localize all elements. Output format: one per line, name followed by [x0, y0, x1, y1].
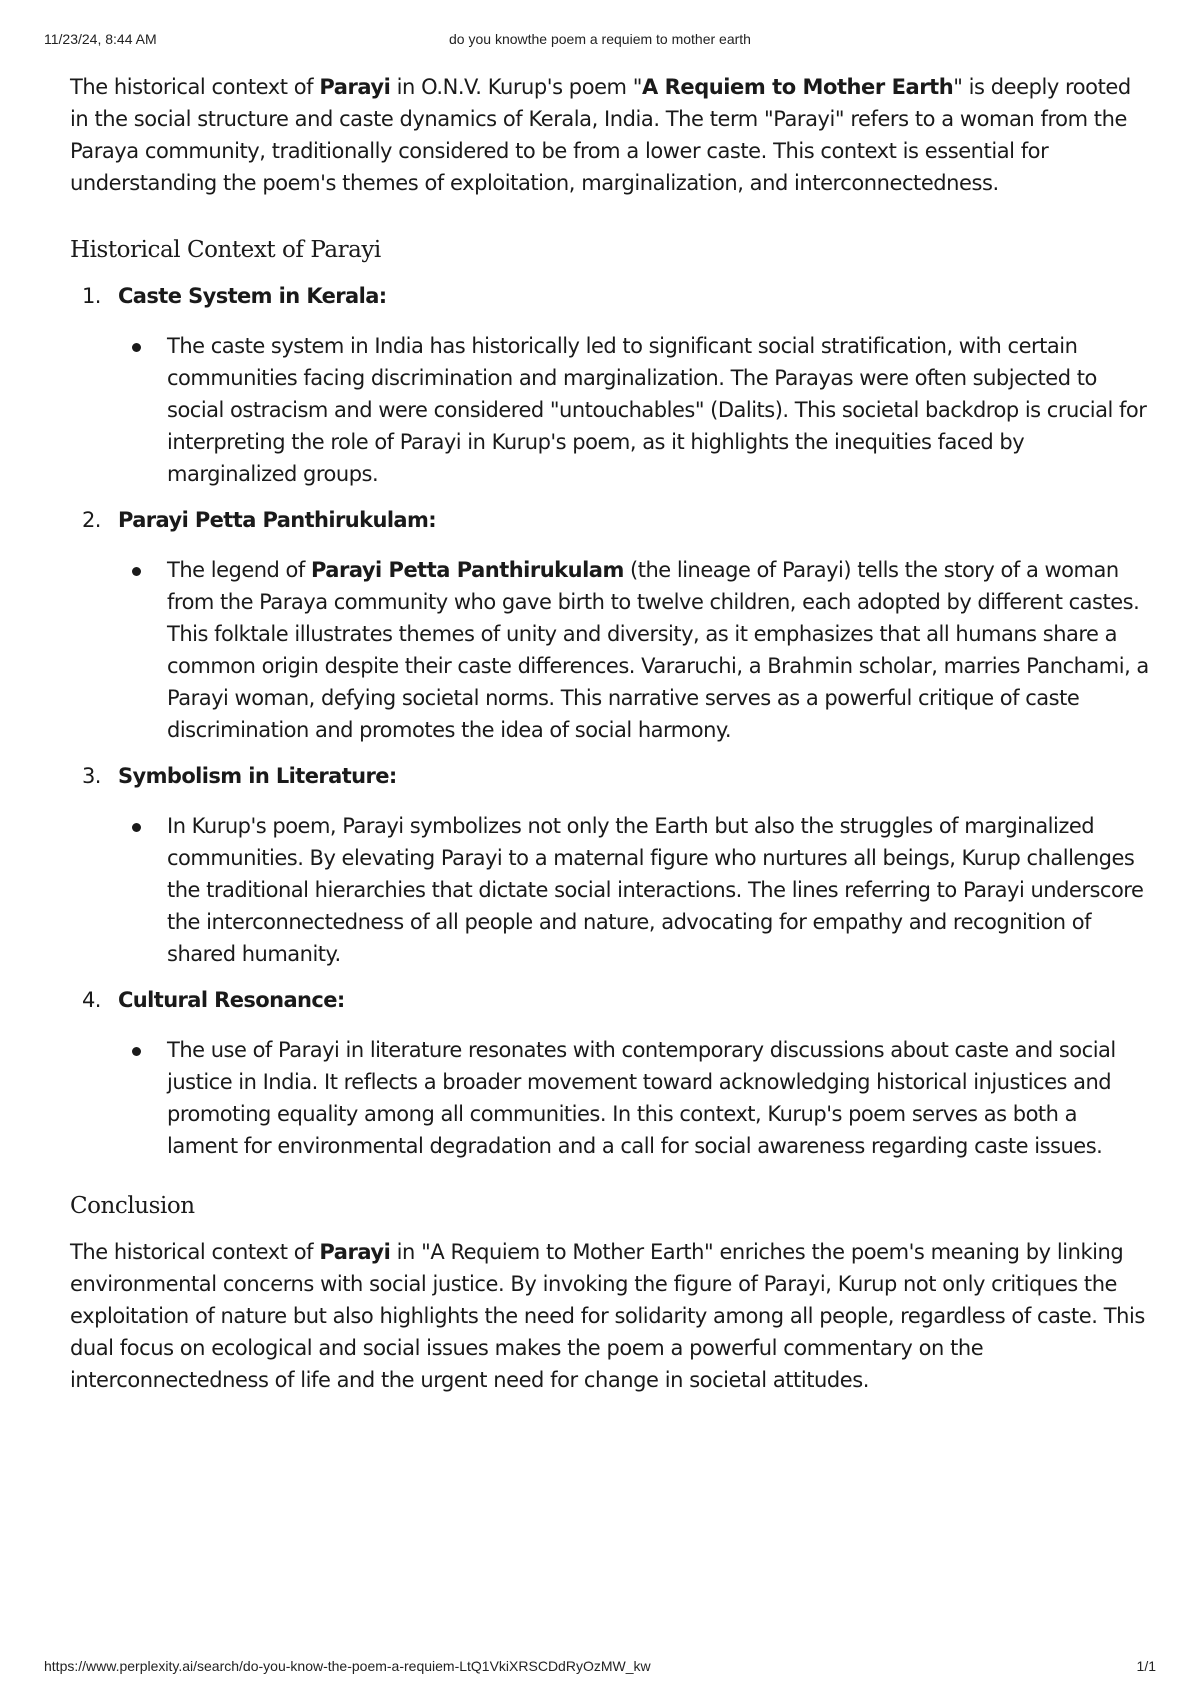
- print-page-number: 1/1: [1136, 1658, 1156, 1674]
- intro-text-start: The historical context of: [70, 75, 320, 99]
- conclusion-text-start: The historical context of: [70, 1240, 320, 1264]
- bullet-text: The legend of: [167, 558, 311, 582]
- bullet-text: In Kurup's poem, Parayi symbolizes not only the Earth but also the struggles of marginalized communities. By elevating Parayi to a maternal figure who nurtures all beings, Kurup challenges the traditional hierarchies that dictate social interactions. The lines referring to Parayi underscore the interconnectedness of all people and nature, advocating for empathy and recognition of shared humanity.: [167, 814, 1144, 966]
- point-number: 4.: [82, 988, 101, 1012]
- bullet-list: [70, 330, 1150, 490]
- bullet-bold-text: Parayi Petta Panthirukulam: [310, 558, 624, 582]
- print-datetime: 11/23/24, 8:44 AM: [44, 31, 157, 47]
- point-item: [70, 504, 1150, 746]
- bullet-text: The caste system in India has historically led to significant social stratification, with certain communities facing discrimination and marginalization. The Parayas were often subjected to social ostracism and were considered "untouchables" (Dalits). This societal backdrop is crucial for interpreting the role of Parayi in Kurup's poem, as it highlights the inequities faced by marginalized groups.: [167, 334, 1147, 486]
- point-item: [70, 280, 1150, 490]
- bullet-icon: [132, 343, 141, 352]
- bullet-list: [70, 1034, 1150, 1162]
- intro-paragraph: [70, 71, 1150, 199]
- bullet-text: The use of Parayi in literature resonates with contemporary discussions about caste and social justice in India. It reflects a broader movement toward acknowledging historical injustices and promoting equality among all communities. In this context, Kurup's poem serves as both a lament for environmental degradation and a call for social awareness regarding caste issues.: [167, 1038, 1116, 1158]
- intro-text-middle: in O.N.V. Kurup's poem ": [390, 75, 643, 99]
- conclusion-paragraph: [70, 1236, 1150, 1396]
- point-number: 3.: [82, 764, 101, 788]
- bullet-item: [70, 810, 1150, 970]
- point-title: [70, 760, 1150, 792]
- conclusion-text-end: in "A Requiem to Mother Earth" enriches the poem's meaning by linking environmental concerns with social justice. By invoking the figure of Parayi, Kurup not only critiques the exploitation of nature but also highlights the need for solidarity among all people, regardless of caste. This dual focus on ecological and social issues makes the poem a powerful commentary on the interconnectedness of life and the urgent need for change in societal attitudes.: [70, 1240, 1145, 1392]
- bullet-icon: [132, 823, 141, 832]
- point-title-text: Caste System in Kerala:: [118, 284, 387, 308]
- point-title: [70, 984, 1150, 1016]
- intro-bold-poem-title: A Requiem to Mother Earth: [642, 75, 954, 99]
- bullet-text-end: (the lineage of Parayi) tells the story of a woman from the Paraya community who gave birth to twelve children, each adopted by different castes. This folktale illustrates themes of unity and diversity, as it emphasizes that all humans share a common origin despite their caste differences. Vararuchi, a Brahmin scholar, marries Panchami, a Parayi woman, defying societal norms. This narrative serves as a powerful critique of caste discrimination and promotes the idea of social harmony.: [167, 558, 1149, 742]
- point-title: [70, 280, 1150, 312]
- document-content: [70, 71, 1150, 1396]
- conclusion-bold-parayi: Parayi: [319, 1240, 391, 1264]
- print-url: https://www.perplexity.ai/search/do-you-know-the-poem-a-requiem-LtQ1VkiXRSCDdRyOzMW_kw: [44, 1658, 651, 1674]
- bullet-item: [70, 1034, 1150, 1162]
- bullet-item: [70, 554, 1150, 746]
- bullet-list: [70, 554, 1150, 746]
- intro-bold-parayi: Parayi: [319, 75, 391, 99]
- print-footer: [44, 1658, 1156, 1676]
- bullet-icon: [132, 567, 141, 576]
- point-title-text: Cultural Resonance:: [118, 988, 345, 1012]
- bullet-item: [70, 330, 1150, 490]
- bullet-list: [70, 810, 1150, 970]
- section-heading: Historical Context of Parayi: [70, 237, 381, 263]
- point-title: [70, 504, 1150, 536]
- intro-text-end: " is deeply rooted in the social structure and caste dynamics of Kerala, India. The term "Parayi" refers to a woman from the Paraya community, traditionally considered to be from a lower caste. This context is essential for understanding the poem's themes of exploitation, marginalization, and interconnectedness.: [70, 75, 1131, 195]
- point-item: [70, 984, 1150, 1162]
- point-number: 2.: [82, 508, 101, 532]
- point-number: 1.: [82, 284, 101, 308]
- conclusion-heading: Conclusion: [70, 1193, 195, 1219]
- print-header: [44, 31, 1156, 49]
- point-title-text: Parayi Petta Panthirukulam:: [118, 508, 437, 532]
- point-item: [70, 760, 1150, 970]
- point-title-text: Symbolism in Literature:: [118, 764, 397, 788]
- points-list: [70, 280, 1150, 1162]
- print-page-title: do you knowthe poem a requiem to mother earth: [449, 31, 751, 47]
- bullet-icon: [132, 1047, 141, 1056]
